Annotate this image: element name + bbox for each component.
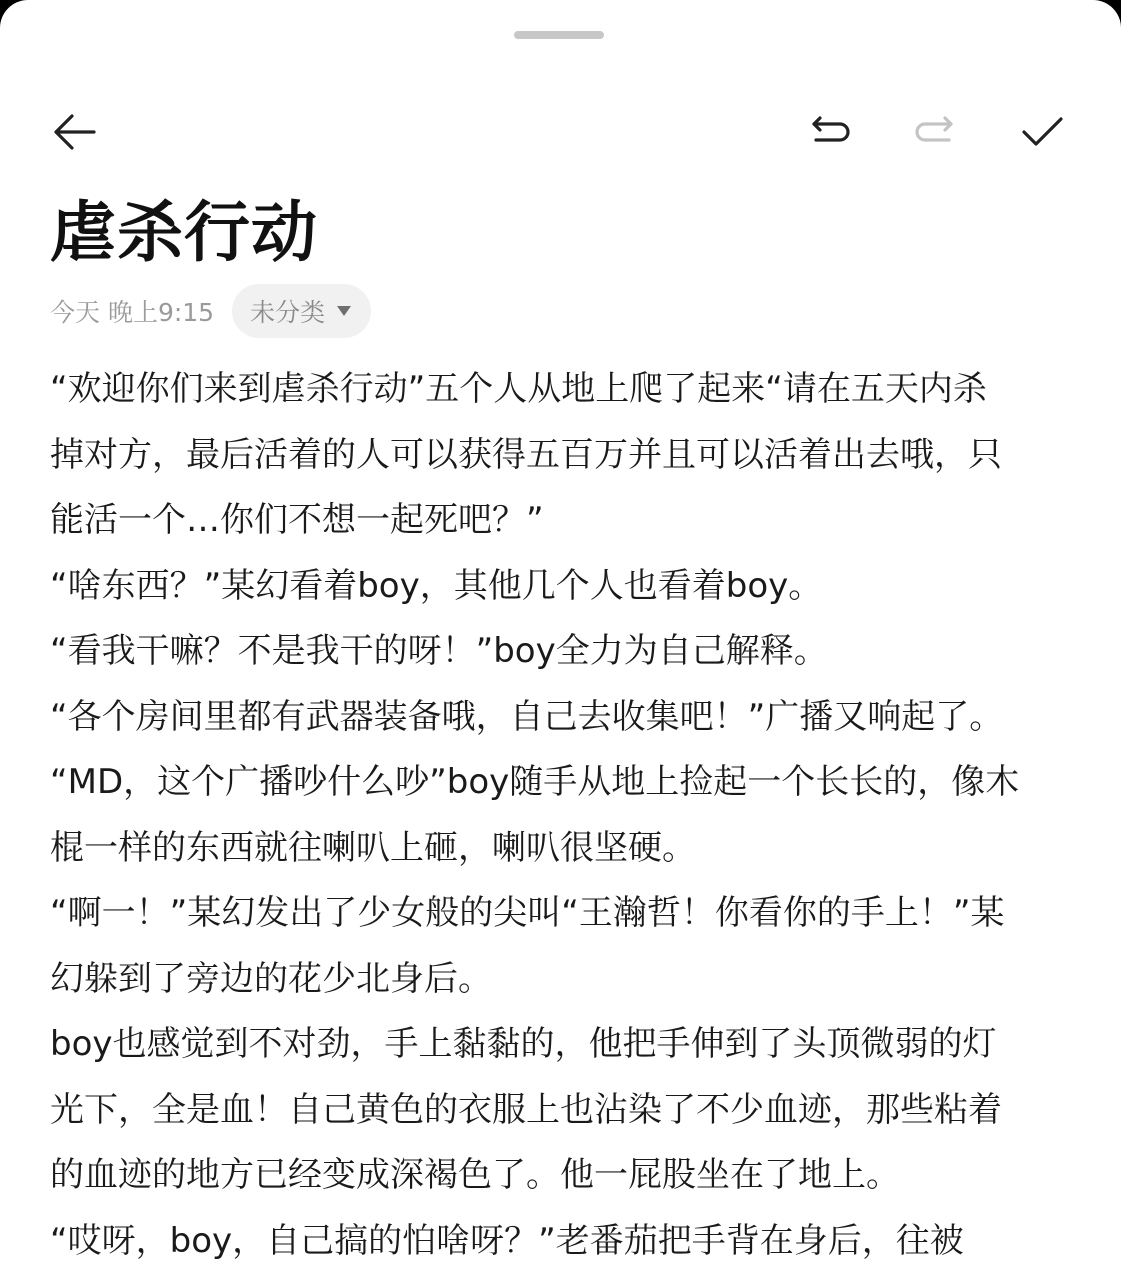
caret-down-icon: [337, 306, 351, 316]
done-button[interactable]: [1010, 100, 1074, 164]
note-paragraph: “各个房间里都有武器装备哦，自己去收集吧！”广播又响起了。: [50, 696, 1004, 737]
note-meta-row: [50, 284, 371, 338]
note-paragraph: “MD，这个广播吵什么吵”boy随手从地上捡起一个长长的，像木 棍一样的东西就往喇叭上砸，喇叭很坚硬。: [50, 762, 1020, 868]
undo-button[interactable]: [798, 100, 862, 164]
note-body[interactable]: [50, 357, 1075, 1274]
category-dropdown[interactable]: [232, 284, 371, 338]
note-title[interactable]: 虐杀行动: [50, 194, 318, 271]
redo-icon: [911, 108, 959, 156]
note-paragraph: “看我干嘛？不是我干的呀！”boy全力为自己解释。: [50, 631, 828, 671]
note-paragraph: “欢迎你们来到虐杀行动”五个人从地上爬了起来“请在五天内杀 掉对方，最后活着的人可以获得五百万并且可以活着出去哦，只 能活一个…你们不想一起死吧？”: [50, 369, 1002, 540]
redo-button[interactable]: [903, 100, 967, 164]
note-paragraph: “啥东西？”某幻看着boy，其他几个人也看着boy。: [50, 565, 823, 606]
note-timestamp: 今天 晚上9:15: [50, 298, 215, 327]
note-paragraph: boy也感觉到不对劲，手上黏黏的，他把手伸到了头顶微弱的灯 光下，全是血！自己黄色的衣服上也沾染了不少血迹，那些粘着 的血迹的地方已经变成深褐色了。他一屁股坐在了地上。: [50, 1024, 1002, 1195]
drag-handle[interactable]: [514, 31, 604, 39]
check-icon: [1018, 108, 1066, 156]
note-paragraph: “哎呀，boy，自己搞的怕啥呀？”老番茄把手背在身后，往被: [50, 1220, 964, 1261]
undo-icon: [806, 108, 854, 156]
category-label: 未分类: [250, 298, 326, 327]
note-paragraph: “啊一！”某幻发出了少女般的尖叫“王瀚哲！你看你的手上！”某 幻躲到了旁边的花少北身后。: [50, 893, 1005, 999]
arrow-left-icon: [50, 108, 98, 156]
back-button[interactable]: [42, 100, 106, 164]
